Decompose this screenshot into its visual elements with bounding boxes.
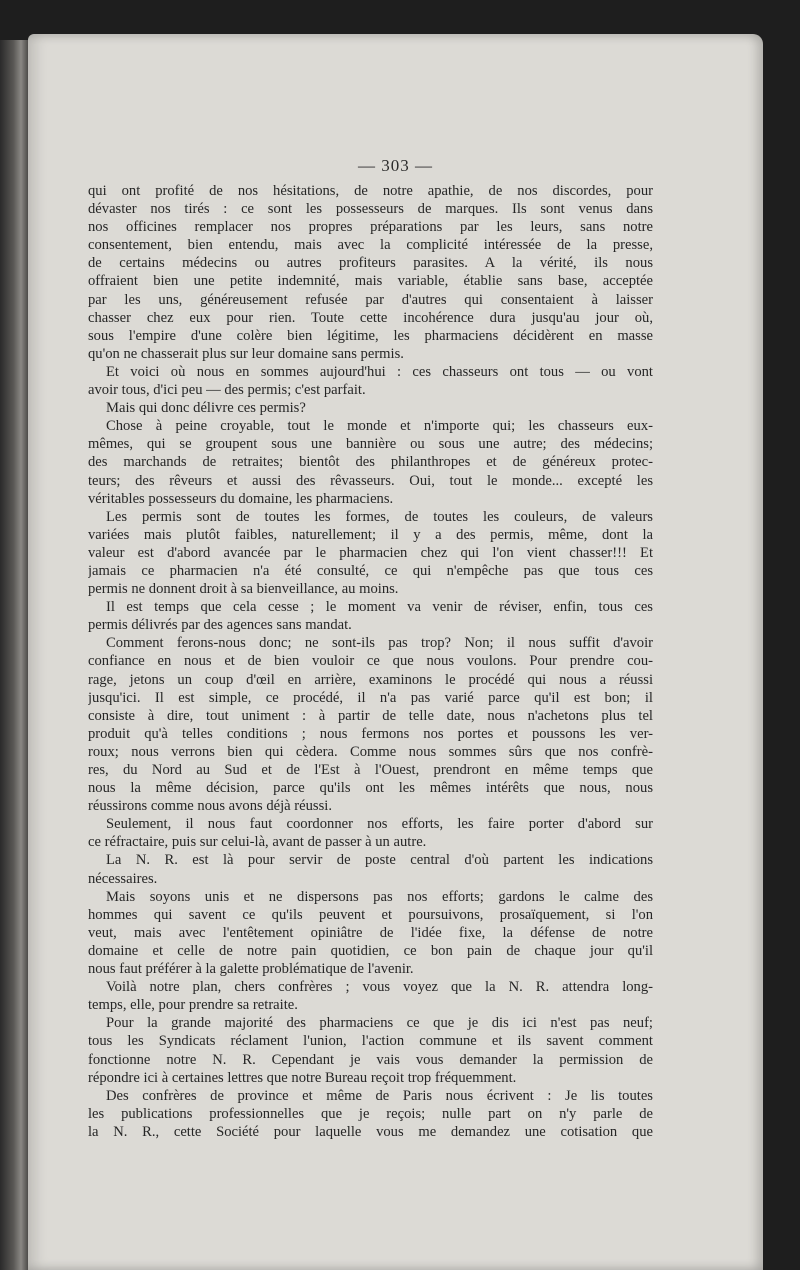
text-line: roux; nous verrons bien qui cèdera. Comme nous sommes sûrs que nos confrè-: [88, 743, 653, 760]
text-line: Et voici où nous en sommes aujourd'hui : ces chasseurs ont tous — ou vont: [106, 363, 653, 380]
text-line: véritables possesseurs du domaine, les pharmaciens.: [88, 490, 394, 507]
text-line: les publications professionnelles que je reçois; nulle part on n'y parle de: [88, 1105, 653, 1122]
text-line: res, du Nord au Sud et de l'Est à l'Ouest, prendront en même temps que: [88, 762, 653, 778]
paragraph: [88, 888, 653, 978]
text-line: nécessaires.: [88, 870, 158, 887]
text-line: de certains médecins ou autres profiteurs parasites. A la vérité, ils nous: [88, 255, 653, 272]
text-line: consentement, bien entendu, mais avec la complicité intéressée de la presse,: [88, 237, 653, 254]
text-line: Des confrères de province et même de Paris nous écrivent : Je lis toutes: [106, 1087, 653, 1104]
page-number: — 303 —: [358, 156, 433, 175]
paragraph: [88, 508, 653, 598]
text-line: permis ne donnent droit à sa bienveillance, au moins.: [88, 581, 399, 598]
text-line: par les uns, généreusement refusée par d'autres qui consentaient à laisser: [88, 291, 653, 308]
text-line: dévaster nos tirés : ce sont les possesseurs de marques. Ils sont venus dans: [88, 201, 653, 218]
text-line: mêmes, qui se groupent sous une bannière ou sous une autre; des médecins;: [88, 436, 653, 453]
text-line: Voilà notre plan, chers confrères ; vous voyez que la N. R. attendra long-: [106, 979, 653, 996]
text-line: Il est temps que cela cesse ; le moment va venir de réviser, enfin, tous ces: [106, 599, 653, 616]
text-line: offraient bien une petite indemnité, mais variable, établie sans base, acceptée: [88, 273, 653, 290]
text-line: avoir tous, d'ici peu — des permis; c'est parfait.: [88, 382, 366, 399]
paragraph: [88, 634, 653, 815]
text-line: Chose à peine croyable, tout le monde et n'importe qui; les chasseurs eux-: [106, 418, 653, 435]
paragraph: [88, 851, 653, 887]
text-line: nos officines remplacer nos propres préparations par les leurs, sans notre: [88, 219, 653, 236]
paragraph: [88, 978, 653, 1014]
text-line: hommes qui savent ce qu'ils peuvent et poursuivons, prosaïquement, si l'on: [88, 906, 653, 923]
text-line: Seulement, il nous faut coordonner nos efforts, les faire porter d'abord sur: [106, 816, 653, 833]
text-line: nous la même décision, parce qu'ils ont les mêmes intérêts que nous, nous: [88, 780, 653, 797]
text-line: la N. R., cette Société pour laquelle vous me demandez une cotisation que: [88, 1123, 653, 1140]
paragraph: [88, 1014, 653, 1086]
previous-page-edge: [0, 40, 30, 1270]
text-line: tous les Syndicats réclament l'union, l'action commune et ils savent comment: [88, 1033, 653, 1050]
text-line: ce réfractaire, puis sur celui-là, avant de passer à un autre.: [88, 834, 427, 851]
text-line: produit qu'à telles conditions ; nous fermons nos portes et poussons les ver-: [88, 725, 653, 742]
paragraph: [88, 363, 653, 399]
text-line: sous l'empire d'une colère bien légitime, les pharmaciens décidèrent en masse: [88, 327, 653, 344]
text-line: Les permis sont de toutes les formes, de toutes les couleurs, de valeurs: [106, 508, 653, 525]
text-line: teurs; des rêveurs et aussi des rêvasseurs. Oui, tout le monde... excepté les: [88, 472, 653, 489]
text-line: jamais ce pharmacien n'a été consulté, ce qui n'empêche pas que tous ces: [88, 562, 653, 579]
text-line: Pour la grande majorité des pharmaciens ce que je dis ici n'est pas neuf;: [106, 1015, 653, 1032]
text-line: des marchands de retraites; bientôt des philanthropes et de généreux protec-: [88, 454, 653, 471]
text-line: permis délivrés par des agences sans mandat.: [88, 617, 352, 634]
text-line: domaine et celle de notre pain quotidien, ce bon pain de chaque jour qu'il: [88, 942, 653, 959]
text-line: fonctionne notre N. R. Cependant je vais vous demander la permission de: [88, 1051, 653, 1068]
body-text: [88, 182, 653, 1141]
text-line: jusqu'ici. Il est simple, ce procédé, il n'a pas varié parce qu'il est bon; il: [88, 689, 653, 706]
paragraph: [88, 815, 653, 851]
text-line: rage, jetons un coup d'œil en arrière, examinons le procédé qui nous a réussi: [88, 671, 653, 688]
paragraph: [88, 399, 653, 417]
text-line: Mais soyons unis et ne dispersons pas nos efforts; gardons le calme des: [106, 888, 653, 905]
text-line: veut, mais avec l'entêtement opiniâtre de l'idée fixe, la défense de notre: [88, 924, 653, 941]
text-line: qui ont profité de nos hésitations, de notre apathie, de nos discordes, pour: [88, 183, 653, 199]
paragraph: [88, 182, 653, 363]
paragraph: [88, 417, 653, 507]
text-line: temps, elle, pour prendre sa retraite.: [88, 997, 298, 1014]
text-line: chasser chez eux pour rien. Toute cette incohérence dura jusqu'au jour où,: [88, 309, 653, 326]
paragraph: [88, 1087, 653, 1141]
text-line: consiste à dire, tout uniment : à partir de telle date, nous n'achetons plus tel: [88, 707, 653, 724]
text-line: réussirons comme nous avons déjà réussi.: [88, 798, 332, 815]
paragraph: [88, 598, 653, 634]
book-page: [28, 34, 763, 1270]
text-line: répondre ici à certaines lettres que notre Bureau reçoit trop fréquemment.: [88, 1069, 517, 1086]
text-line: nous faut préférer à la galette problématique de l'avenir.: [88, 961, 414, 978]
text-line: variées mais plutôt faibles, naturellement; il y a des permis, même, dont la: [88, 526, 653, 543]
text-line: La N. R. est là pour servir de poste central d'où partent les indications: [106, 852, 653, 869]
text-line: Comment ferons-nous donc; ne sont-ils pas trop? Non; il nous suffit d'avoir: [106, 635, 653, 652]
text-line: confiance en nous et de bien vouloir ce que nous voulons. Pour prendre cou-: [88, 653, 653, 670]
text-line: Mais qui donc délivre ces permis?: [106, 400, 306, 417]
text-line: valeur est d'abord avancée par le pharmacien chez qui l'on vient chasser!!! Et: [88, 544, 653, 561]
text-line: qu'on ne chasserait plus sur leur domaine sans permis.: [88, 345, 404, 362]
